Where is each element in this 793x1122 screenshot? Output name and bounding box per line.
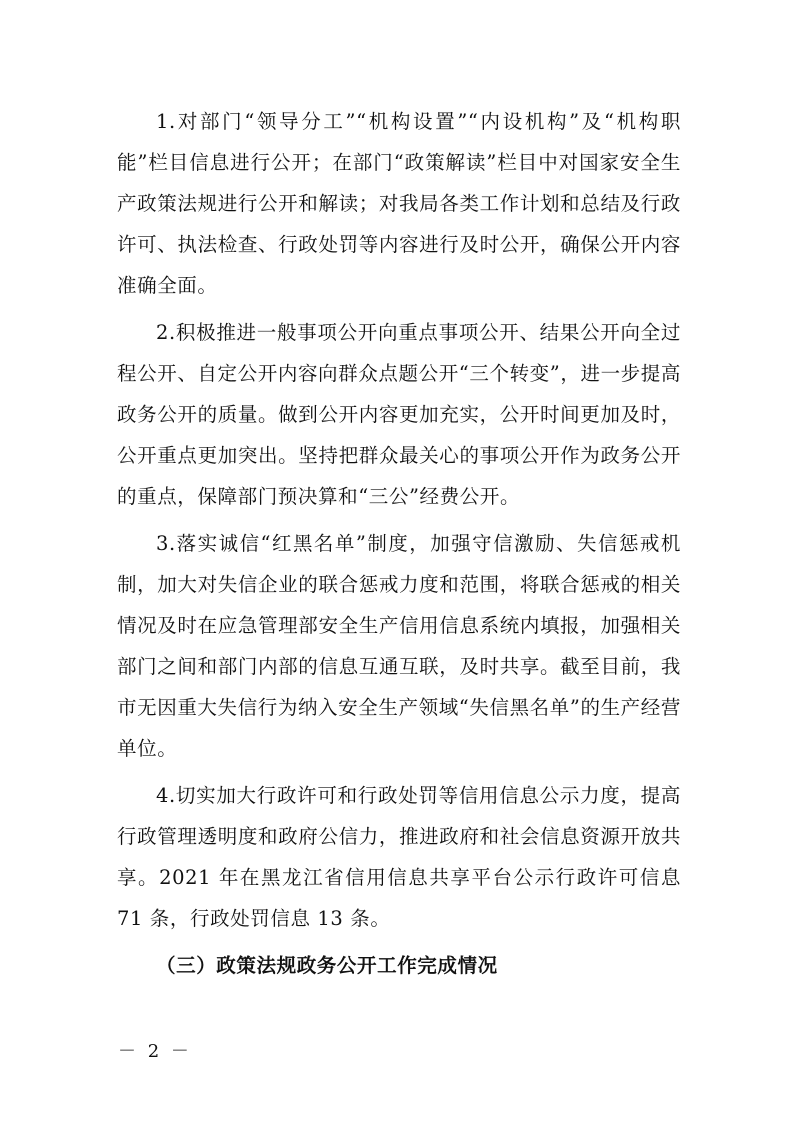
section-heading: （三）政策法规政务公开工作完成情况	[156, 954, 498, 977]
paragraph-2: 2.积极推进一般事项公开向重点事项公开、结果公开向全过程公开、自定公开内容向群众点题公开“三个转变”，进一步提高政务公开的质量。做到公开内容更加充实，公开时间更加及时，公开重点更加突出。坚持把群众最关心的事项公开作为政务公开的重点，保障部门预决算和“三公”经费公开。	[117, 321, 681, 508]
paragraph-1: 1.对部门“领导分工”“机构设置”“内设机构”及“机构职能”栏目信息进行公开；在部门“政策解读”栏目中对国家安全生产政策法规进行公开和解读；对我局各类工作计划和总结及行政许可、执法检查、行政处罚等内容进行及时公开，确保公开内容准确全面。	[117, 110, 681, 297]
paragraph-4: 4.切实加大行政许可和行政处罚等信用信息公示力度，提高行政管理透明度和政府公信力，推进政府和社会信息资源开放共享。2021 年在黑龙江省信用信息共享平台公示行政许可信息 71 条，行政处罚信息 13 条。	[117, 784, 681, 930]
paragraph-3: 3.落实诚信“红黑名单”制度，加强守信激励、失信惩戒机制，加大对失信企业的联合惩戒力度和范围，将联合惩戒的相关情况及时在应急管理部安全生产信用信息系统内填报，加强相关部门之间和部门内部的信息互通互联，及时共享。截至目前，我市无因重大失信行为纳入安全生产领域“失信黑名单”的生产经营单位。	[117, 532, 681, 760]
document-body	[117, 101, 681, 986]
page-number: － 2 －	[118, 1041, 192, 1062]
